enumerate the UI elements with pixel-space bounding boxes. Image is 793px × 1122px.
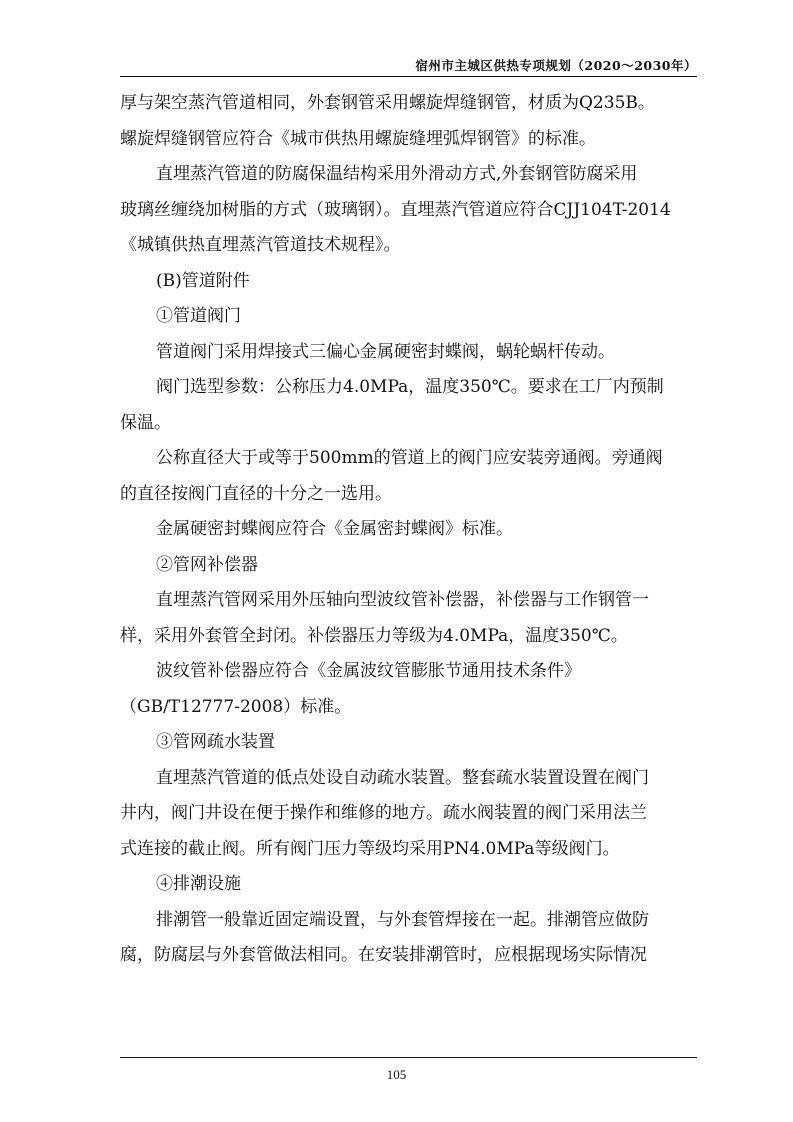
body-line: 直埋蒸汽管道的低点处设自动疏水装置。整套疏水装置设置在阀门	[156, 767, 649, 788]
footer-rule	[120, 1057, 697, 1058]
page-number: 105	[386, 1067, 407, 1082]
running-header: 宿州市主城区供热专项规划（2020～2030年）	[415, 58, 697, 73]
body-line: 厚与架空蒸汽管道相同，外套钢管采用螺旋焊缝钢管，材质为Q235B。	[120, 93, 655, 113]
body-line: 保温。	[120, 412, 171, 433]
body-line: 玻璃丝缠绕加树脂的方式（玻璃钢）。直埋蒸汽管道应符合CJJ104T-2014	[120, 199, 671, 220]
body-line: 样，采用外套管全封闭。补偿器压力等级为4.0MPa，温度350℃。	[120, 625, 628, 646]
body-line: （GB/T12777-2008）标准。	[120, 696, 352, 717]
body-line: 螺旋焊缝钢管应符合《城市供热用螺旋缝埋弧焊钢管》的标准。	[120, 128, 596, 149]
body-line: 直埋蒸汽管网采用外压轴向型波纹管补偿器，补偿器与工作钢管一	[156, 590, 649, 610]
section-heading: (B)管道附件	[156, 270, 250, 291]
body-line: 公称直径大于或等于500mm的管道上的阀门应安装旁通阀。旁通阀	[156, 448, 663, 468]
body-text	[120, 86, 700, 974]
body-line: 管道阀门采用焊接式三偏心金属硬密封蝶阀，蜗轮蜗杆传动。	[156, 341, 615, 362]
subsection-heading: ①管道阀门	[156, 306, 241, 326]
body-line: 阀门选型参数：公称压力4.0MPa，温度350℃。要求在工厂内预制	[156, 377, 664, 397]
body-line: 排潮管一般靠近固定端设置，与外套管焊接在一起。排潮管应做防	[156, 909, 649, 930]
subsection-heading: ④排潮设施	[156, 874, 241, 894]
subsection-heading: ③管网疏水装置	[156, 732, 275, 752]
subsection-heading: ②管网补偿器	[156, 554, 258, 575]
body-line: 的直径按阀门直径的十分之一选用。	[120, 483, 392, 504]
body-line: 直埋蒸汽管道的防腐保温结构采用外滑动方式,外套钢管防腐采用	[156, 164, 638, 184]
body-line: 《城镇供热直埋蒸汽管道技术规程》。	[120, 235, 401, 255]
body-line: 金属硬密封蝶阀应符合《金属密封蝶阀》标准。	[156, 519, 513, 539]
body-line: 井内，阀门井设在便于操作和维修的地方。疏水阀装置的阀门采用法兰	[120, 803, 647, 823]
body-line: 式连接的截止阀。所有阀门压力等级均采用PN4.0MPa等级阀门。	[120, 838, 620, 859]
header-rule	[120, 76, 697, 77]
body-line: 腐，防腐层与外套管做法相同。在安装排潮管时，应根据现场实际情况	[120, 945, 647, 965]
body-line: 波纹管补偿器应符合《金属波纹管膨胀节通用技术条件》	[156, 661, 581, 681]
